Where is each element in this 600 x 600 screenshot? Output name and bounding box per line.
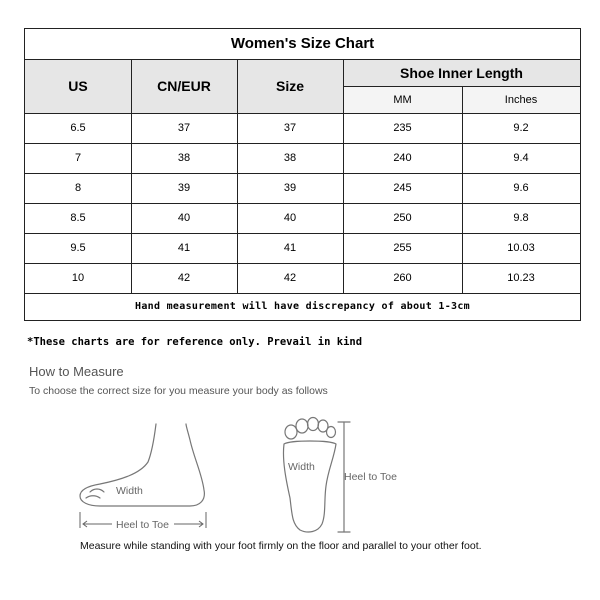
cell-cn-eur: 37 xyxy=(177,122,191,134)
table-note: Hand measurement will have discrepancy of about 1-3cm xyxy=(135,301,470,312)
cell-size: 41 xyxy=(283,242,297,254)
how-to-subtitle: To choose the correct size for you measure your body as follows xyxy=(29,385,328,397)
cell-size: 39 xyxy=(283,182,297,194)
cell-size: 42 xyxy=(283,272,297,284)
cell-cn-eur: 38 xyxy=(177,152,191,164)
cell-us: 8 xyxy=(74,182,82,194)
cell-us: 8.5 xyxy=(70,212,86,224)
cell-inches: 9.2 xyxy=(513,122,529,134)
cell-mm: 255 xyxy=(393,242,412,254)
header-cn-eur: CN/EUR xyxy=(157,78,211,94)
foot-measure-diagram xyxy=(0,400,600,540)
cell-size: 37 xyxy=(283,122,297,134)
cell-size: 40 xyxy=(283,212,297,224)
cell-mm: 260 xyxy=(393,272,412,284)
cell-cn-eur: 39 xyxy=(177,182,191,194)
cell-inches: 10.23 xyxy=(507,272,535,284)
cell-mm: 235 xyxy=(393,122,412,134)
cell-cn-eur: 42 xyxy=(177,272,191,284)
cell-inches: 9.8 xyxy=(513,212,529,224)
header-size: Size xyxy=(275,78,304,94)
measure-instruction: Measure while standing with your foot firmly on the floor and parallel to your other foot. xyxy=(80,540,482,552)
chart-title: Women's Size Chart xyxy=(230,35,375,52)
cell-size: 38 xyxy=(283,152,297,164)
header-shoe-inner-length: Shoe Inner Length xyxy=(400,64,523,81)
side-length-label: Heel to Toe xyxy=(116,519,169,531)
top-width-label: Width xyxy=(288,461,315,473)
cell-inches: 10.03 xyxy=(507,242,535,254)
cell-mm: 245 xyxy=(393,182,412,194)
size-chart-table xyxy=(24,28,581,321)
header-mm: MM xyxy=(393,93,412,106)
header-us: US xyxy=(68,78,88,94)
cell-us: 7 xyxy=(74,152,82,164)
cell-inches: 9.4 xyxy=(513,152,529,164)
cell-inches: 9.6 xyxy=(513,182,529,194)
cell-us: 10 xyxy=(71,272,85,284)
cell-mm: 250 xyxy=(393,212,412,224)
cell-us: 9.5 xyxy=(70,242,86,254)
top-foot-illustration xyxy=(283,418,350,533)
side-width-label: Width xyxy=(116,485,143,497)
header-inches: Inches xyxy=(504,93,538,106)
cell-us: 6.5 xyxy=(70,122,86,134)
cell-mm: 240 xyxy=(393,152,412,164)
top-length-label: Heel to Toe xyxy=(344,471,397,483)
cell-cn-eur: 41 xyxy=(177,242,191,254)
how-to-title: How to Measure xyxy=(29,364,124,379)
disclaimer-text: *These charts are for reference only. Prevail in kind xyxy=(27,336,363,348)
cell-cn-eur: 40 xyxy=(177,212,191,224)
